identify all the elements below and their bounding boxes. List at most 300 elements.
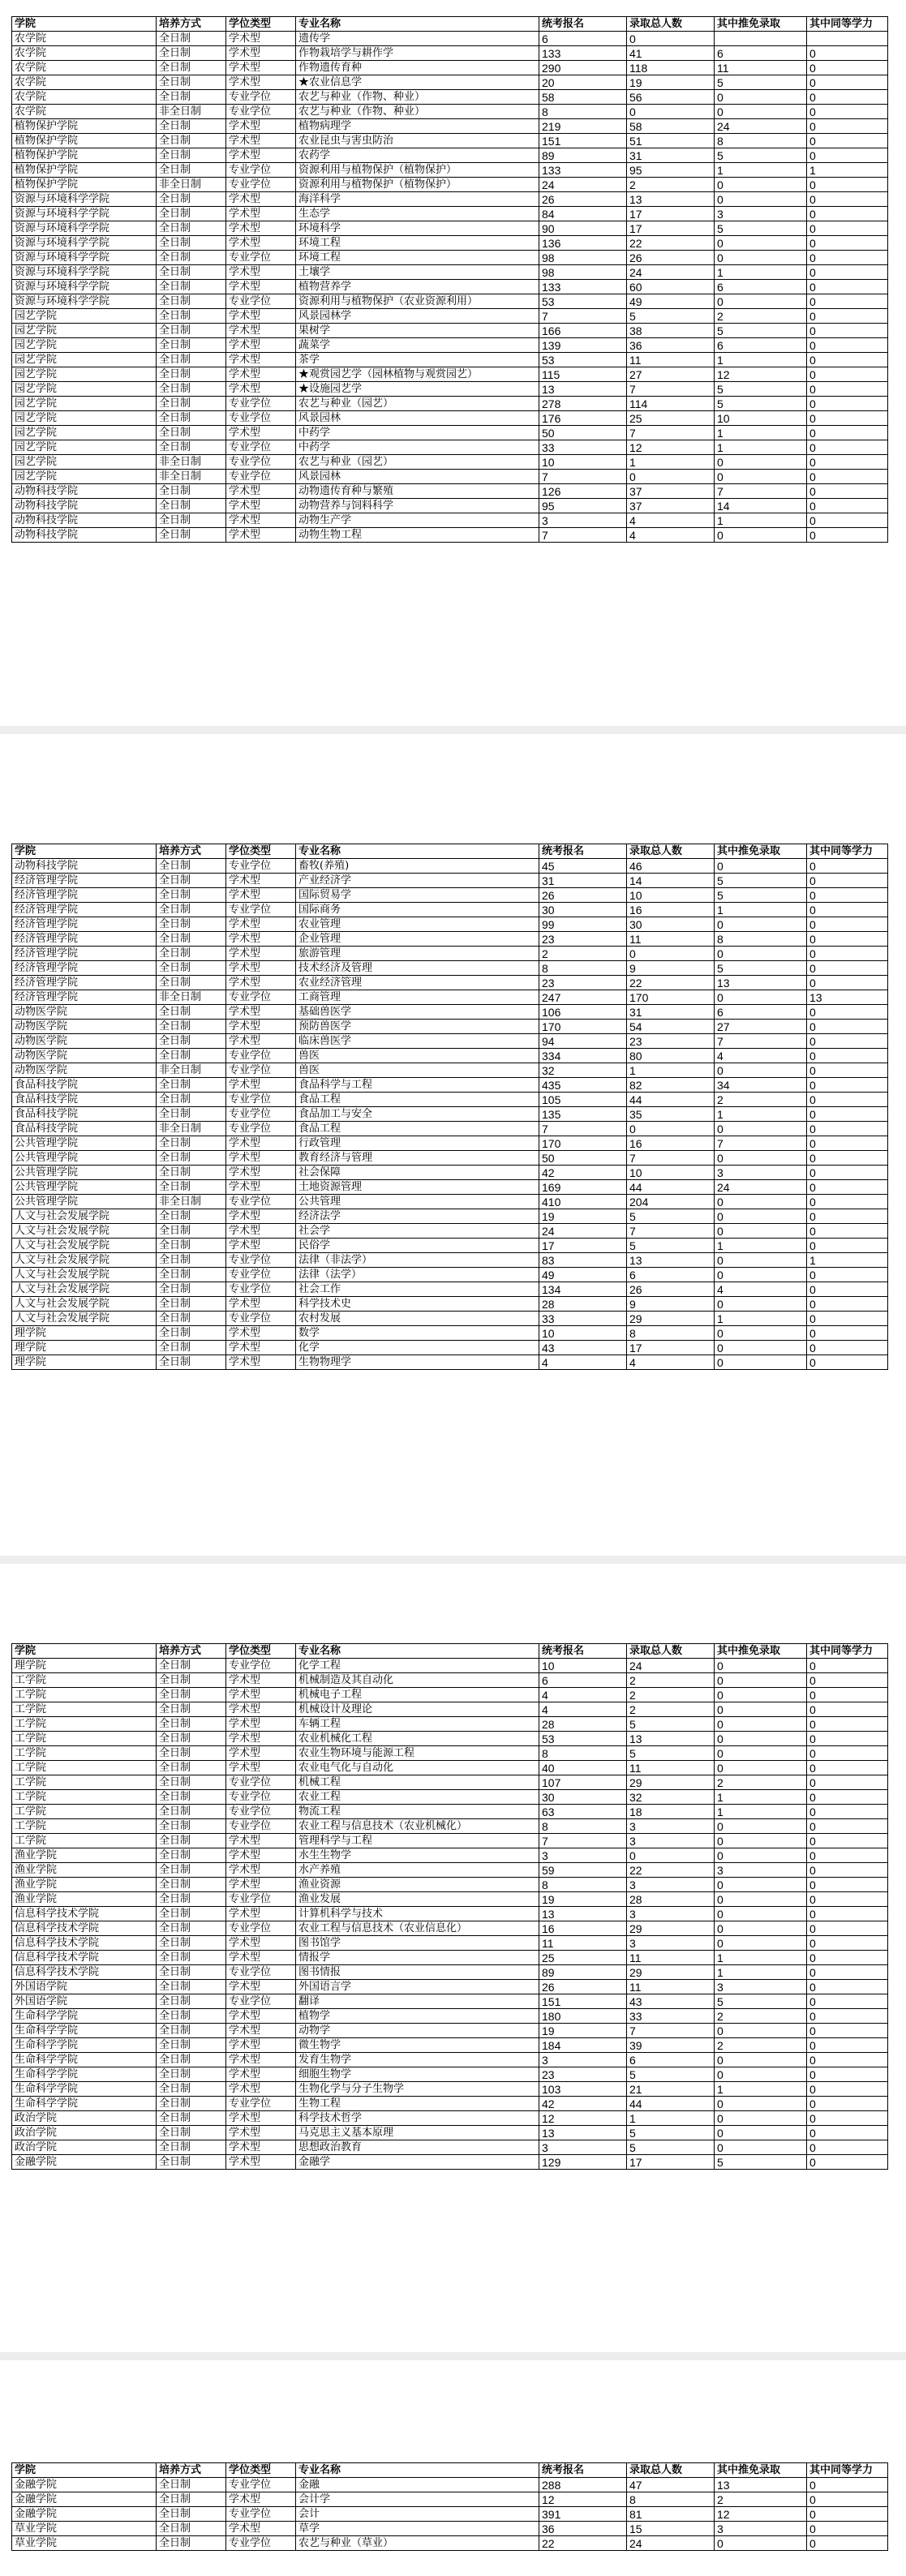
table-cell: 动物医学院: [12, 1020, 157, 1034]
table-cell: 0: [715, 294, 807, 309]
column-header: 学位类型: [226, 2463, 296, 2478]
table-cell: 0: [627, 1848, 715, 1863]
table-cell: 学术型: [226, 426, 296, 440]
table-cell: 全日制: [157, 1034, 226, 1049]
table-cell: 4: [627, 513, 715, 528]
table-cell: 0: [807, 440, 888, 455]
table-cell: 0: [627, 470, 715, 484]
column-header: 专业名称: [296, 2463, 539, 2478]
table-cell: 0: [807, 2111, 888, 2126]
table-cell: 全日制: [157, 1107, 226, 1122]
table-cell: 0: [715, 1673, 807, 1688]
table-cell: 生物化学与分子生物学: [296, 2082, 539, 2097]
table-cell: 1: [715, 1312, 807, 1326]
table-cell: 公共管理: [296, 1195, 539, 1209]
column-header: 学院: [12, 844, 157, 859]
table-cell: 全日制: [157, 2111, 226, 2126]
table-cell: 170: [539, 1136, 627, 1151]
column-header: 培养方式: [157, 1644, 226, 1659]
table-cell: 0: [715, 1702, 807, 1717]
table-row: [12, 1775, 888, 1790]
table-cell: 园艺学院: [12, 397, 157, 411]
table-cell: 288: [539, 2478, 627, 2492]
table-row: [12, 859, 888, 874]
table-cell: 细胞生物学: [296, 2067, 539, 2082]
table-cell: 学术型: [226, 148, 296, 163]
table-cell: 1: [715, 903, 807, 917]
table-cell: 学术型: [226, 1180, 296, 1195]
table-cell: 机械设计及理论: [296, 1702, 539, 1717]
table-cell: 渔业学院: [12, 1892, 157, 1907]
table-row: [12, 61, 888, 75]
table-row: [12, 1341, 888, 1355]
table-row: [12, 888, 888, 903]
table-cell: 专业学位: [226, 1994, 296, 2009]
table-cell: 0: [715, 192, 807, 207]
table-cell: 1: [715, 1239, 807, 1253]
table-cell: 全日制: [157, 2126, 226, 2140]
table-cell: 0: [715, 1892, 807, 1907]
table-cell: 科学技术哲学: [296, 2111, 539, 2126]
table-cell: 0: [715, 1195, 807, 1209]
column-header: 学位类型: [226, 17, 296, 32]
table-cell: 全日制: [157, 1049, 226, 1063]
table-cell: 专业学位: [226, 1790, 296, 1805]
table-header-row: [12, 1644, 888, 1659]
table-cell: 金融学院: [12, 2507, 157, 2522]
table-cell: 0: [715, 178, 807, 192]
table-cell: 0: [807, 119, 888, 134]
column-header: 专业名称: [296, 844, 539, 859]
table-cell: 13: [715, 2478, 807, 2492]
table-cell: 渔业发展: [296, 1892, 539, 1907]
table-cell: 0: [807, 397, 888, 411]
table-cell: 专业学位: [226, 90, 296, 105]
table-cell: 环境科学: [296, 221, 539, 236]
table-cell: 全日制: [157, 221, 226, 236]
table-cell: 农艺与种业（作物、种业）: [296, 105, 539, 119]
table-row: [12, 1180, 888, 1195]
table-cell: 专业学位: [226, 990, 296, 1005]
table-row: [12, 1936, 888, 1951]
table-cell: 7: [627, 1151, 715, 1166]
table-cell: 35: [627, 1107, 715, 1122]
column-header: 其中推免录取: [715, 2463, 807, 2478]
page-separator: [0, 726, 906, 734]
table-cell: 0: [715, 1761, 807, 1775]
table-cell: 资源利用与植物保护（植物保护）: [296, 178, 539, 192]
table-cell: 专业学位: [226, 1063, 296, 1078]
table-cell: 26: [539, 192, 627, 207]
table-row: [12, 148, 888, 163]
table-cell: 5: [715, 148, 807, 163]
table-cell: 全日制: [157, 1921, 226, 1936]
table-cell: 6: [715, 338, 807, 353]
table-cell: 31: [627, 148, 715, 163]
table-cell: 0: [807, 1107, 888, 1122]
table-cell: 金融学院: [12, 2155, 157, 2170]
page-separator: [0, 2352, 906, 2360]
table-cell: 园艺学院: [12, 470, 157, 484]
table-cell: 工学院: [12, 1732, 157, 1746]
table-cell: 10: [539, 1326, 627, 1341]
table-cell: 农艺与种业（作物、种业）: [296, 90, 539, 105]
table-row: [12, 1659, 888, 1673]
table-cell: 0: [715, 455, 807, 470]
table-row: [12, 163, 888, 178]
table-cell: 全日制: [157, 1994, 226, 2009]
table-cell: 19: [539, 1209, 627, 1224]
table-cell: 专业学位: [226, 251, 296, 265]
table-cell: 23: [539, 976, 627, 990]
table-cell: 60: [627, 280, 715, 294]
table-cell: 0: [807, 353, 888, 367]
table-cell: 专业学位: [226, 1195, 296, 1209]
table-cell: 全日制: [157, 90, 226, 105]
table-row: [12, 90, 888, 105]
table-cell: 0: [807, 1312, 888, 1326]
column-header: 统考报名: [539, 17, 627, 32]
table-cell: 135: [539, 1107, 627, 1122]
table-cell: 专业学位: [226, 163, 296, 178]
table-cell: 0: [715, 1326, 807, 1341]
table-cell: 生命科学学院: [12, 2053, 157, 2067]
table-cell: 0: [627, 105, 715, 119]
table-cell: 工学院: [12, 1775, 157, 1790]
table-cell: 95: [627, 163, 715, 178]
table-cell: 43: [627, 1994, 715, 2009]
table-cell: 畜牧(养殖): [296, 859, 539, 874]
table-cell: 学术型: [226, 207, 296, 221]
table-cell: 133: [539, 163, 627, 178]
table-cell: 4: [539, 1702, 627, 1717]
table-cell: 7: [715, 484, 807, 499]
table-cell: 人文与社会发展学院: [12, 1312, 157, 1326]
table-cell: 5: [627, 2067, 715, 2082]
table-row: [12, 990, 888, 1005]
table-cell: 全日制: [157, 251, 226, 265]
table-cell: 0: [715, 1878, 807, 1892]
table-cell: 2: [627, 1673, 715, 1688]
table-cell: 园艺学院: [12, 440, 157, 455]
table-row: [12, 917, 888, 932]
table-cell: 全日制: [157, 2140, 226, 2155]
table-cell: 全日制: [157, 2478, 226, 2492]
table-cell: 农学院: [12, 105, 157, 119]
table-cell: 渔业资源: [296, 1878, 539, 1892]
table-cell: 生物工程: [296, 2097, 539, 2111]
table-cell: 8: [539, 1819, 627, 1834]
table-cell: 机械制造及其自动化: [296, 1673, 539, 1688]
table-cell: 0: [715, 1297, 807, 1312]
table-cell: 6: [715, 1005, 807, 1020]
column-header: 培养方式: [157, 2463, 226, 2478]
table-cell: 全日制: [157, 888, 226, 903]
table-row: [12, 2053, 888, 2067]
table-cell: 全日制: [157, 903, 226, 917]
table-cell: 全日制: [157, 1253, 226, 1268]
table-cell: 435: [539, 1078, 627, 1093]
table-cell: 50: [539, 426, 627, 440]
table-cell: 学术型: [226, 75, 296, 90]
table-cell: 25: [627, 411, 715, 426]
table-cell: 176: [539, 411, 627, 426]
table-cell: 26: [627, 1282, 715, 1297]
table-row: [12, 1994, 888, 2009]
table-cell: 114: [627, 397, 715, 411]
table-row: [12, 1297, 888, 1312]
table-cell: 蔬菜学: [296, 338, 539, 353]
table-cell: 全日制: [157, 1180, 226, 1195]
table-cell: 经济管理学院: [12, 976, 157, 990]
table-cell: 1: [627, 2111, 715, 2126]
table-cell: 动物科技学院: [12, 499, 157, 513]
table-cell: 全日制: [157, 1834, 226, 1848]
table-cell: 专业学位: [226, 2507, 296, 2522]
table-row: [12, 294, 888, 309]
table-cell: 环境工程: [296, 251, 539, 265]
table-cell: 0: [807, 1717, 888, 1732]
table-row: [12, 2126, 888, 2140]
table-cell: 0: [715, 1063, 807, 1078]
table-row: [12, 1268, 888, 1282]
table-cell: 7: [539, 309, 627, 324]
table-cell: 非全日制: [157, 1063, 226, 1078]
table-cell: 0: [715, 1224, 807, 1239]
table-page-4: [11, 2462, 887, 2551]
table-cell: 0: [807, 2140, 888, 2155]
table-cell: 5: [715, 324, 807, 338]
table-row: [12, 32, 888, 46]
table-cell: 全日制: [157, 917, 226, 932]
table-cell: 全日制: [157, 207, 226, 221]
table-cell: 学术型: [226, 1005, 296, 1020]
table-cell: 0: [807, 148, 888, 163]
table-row: [12, 499, 888, 513]
table-cell: 0: [715, 2536, 807, 2551]
table-row: [12, 1063, 888, 1078]
table-cell: 技术经济及管理: [296, 961, 539, 976]
table-row: [12, 1107, 888, 1122]
table-cell: 0: [807, 1921, 888, 1936]
table-cell: 24: [539, 1224, 627, 1239]
table-cell: 1: [715, 353, 807, 367]
table-cell: 44: [627, 2097, 715, 2111]
table-cell: 学术型: [226, 1717, 296, 1732]
table-cell: 学术型: [226, 1224, 296, 1239]
table-cell: 工学院: [12, 1688, 157, 1702]
table-cell: 专业学位: [226, 440, 296, 455]
table-cell: 风景园林学: [296, 309, 539, 324]
table-cell: 全日制: [157, 367, 226, 382]
table-cell: 资源利用与植物保护（农业资源利用）: [296, 294, 539, 309]
column-header: 学院: [12, 17, 157, 32]
table-row: [12, 1834, 888, 1848]
table-cell: 0: [627, 1122, 715, 1136]
table-cell: 13: [807, 990, 888, 1005]
table-cell: 学术型: [226, 947, 296, 961]
table-cell: 118: [627, 61, 715, 75]
table-cell: 1: [627, 455, 715, 470]
table-cell: 0: [807, 1180, 888, 1195]
table-cell: 植物保护学院: [12, 119, 157, 134]
table-cell: 15: [627, 2522, 715, 2536]
table-cell: 0: [807, 917, 888, 932]
table-cell: 社会学: [296, 1224, 539, 1239]
table-cell: 资源与环境科学学院: [12, 207, 157, 221]
table-cell: 10: [627, 1166, 715, 1180]
table-cell: 38: [627, 324, 715, 338]
table-cell: 植物保护学院: [12, 148, 157, 163]
table-cell: 生命科学学院: [12, 2024, 157, 2038]
table-row: [12, 1166, 888, 1180]
table-cell: 27: [627, 367, 715, 382]
table-cell: 410: [539, 1195, 627, 1209]
table-cell: 学术型: [226, 1878, 296, 1892]
table-row: [12, 2522, 888, 2536]
table-cell: 43: [539, 1341, 627, 1355]
table-cell: 0: [807, 1819, 888, 1834]
table-row: [12, 932, 888, 947]
table-cell: 24: [627, 1659, 715, 1673]
table-cell: 全日制: [157, 1965, 226, 1980]
table-row: [12, 1951, 888, 1965]
table-cell: 专业学位: [226, 1775, 296, 1790]
table-cell: 11: [627, 932, 715, 947]
table-row: [12, 1282, 888, 1297]
table-cell: 3: [627, 1819, 715, 1834]
table-cell: 0: [807, 2478, 888, 2492]
table-cell: 资源与环境科学学院: [12, 221, 157, 236]
table-cell: 26: [627, 251, 715, 265]
table-cell: 农艺与种业（园艺）: [296, 397, 539, 411]
table-cell: 0: [807, 2492, 888, 2507]
table-cell: 166: [539, 324, 627, 338]
table-row: [12, 1312, 888, 1326]
table-cell: 全日制: [157, 1936, 226, 1951]
table-cell: 26: [539, 888, 627, 903]
table-cell: 0: [715, 990, 807, 1005]
table-cell: 1: [807, 1253, 888, 1268]
table-cell: 全日制: [157, 1863, 226, 1878]
table-cell: 全日制: [157, 2067, 226, 2082]
table-cell: 0: [807, 1805, 888, 1819]
table-cell: 园艺学院: [12, 353, 157, 367]
table-cell: 植物保护学院: [12, 178, 157, 192]
table-cell: 科学技术史: [296, 1297, 539, 1312]
table-cell: 全日制: [157, 1790, 226, 1805]
table-cell: 83: [539, 1253, 627, 1268]
table-cell: 风景园林: [296, 411, 539, 426]
table-cell: 全日制: [157, 1209, 226, 1224]
table-cell: 专业学位: [226, 1965, 296, 1980]
table-cell: 0: [807, 1136, 888, 1151]
table-cell: 0: [715, 1907, 807, 1921]
table-cell: 学术型: [226, 1020, 296, 1034]
table-cell: 8: [627, 2492, 715, 2507]
table-cell: 4: [627, 528, 715, 543]
table-cell: 8: [539, 1746, 627, 1761]
column-header: 学院: [12, 2463, 157, 2478]
table-cell: 全日制: [157, 1805, 226, 1819]
table-cell: 8: [715, 134, 807, 148]
table-cell: 专业学位: [226, 1268, 296, 1282]
table-cell: 133: [539, 280, 627, 294]
table-cell: 非全日制: [157, 990, 226, 1005]
table-cell: 22: [627, 236, 715, 251]
table-cell: 专业学位: [226, 1892, 296, 1907]
table-cell: 全日制: [157, 2082, 226, 2097]
table-cell: 学术型: [226, 2038, 296, 2053]
table-row: [12, 2097, 888, 2111]
table-cell: 1: [715, 1951, 807, 1965]
table-cell: 0: [807, 888, 888, 903]
column-header: 录取总人数: [627, 2463, 715, 2478]
table-row: [12, 903, 888, 917]
table-cell: 全日制: [157, 2155, 226, 2170]
table-cell: 全日制: [157, 484, 226, 499]
table-cell: 29: [627, 1965, 715, 1980]
table-cell: 37: [627, 499, 715, 513]
table-cell: 园艺学院: [12, 382, 157, 397]
table-cell: 11: [627, 353, 715, 367]
table-cell: 全日制: [157, 426, 226, 440]
table-cell: 81: [627, 2507, 715, 2522]
table-cell: 12: [715, 367, 807, 382]
table-cell: 专业学位: [226, 1659, 296, 1673]
table-cell: 农学院: [12, 90, 157, 105]
table-cell: 工学院: [12, 1746, 157, 1761]
table-cell: 非全日制: [157, 178, 226, 192]
table-row: [12, 1848, 888, 1863]
table-cell: 0: [807, 1282, 888, 1297]
table-cell: 0: [807, 382, 888, 397]
table-row: [12, 1892, 888, 1907]
table-cell: 247: [539, 990, 627, 1005]
table-row: [12, 236, 888, 251]
table-cell: 3: [627, 1936, 715, 1951]
table-cell: 19: [627, 75, 715, 90]
table-cell: 40: [539, 1761, 627, 1775]
table-cell: 0: [807, 2536, 888, 2551]
table-cell: 29: [627, 1312, 715, 1326]
table-cell: 0: [715, 1834, 807, 1848]
table-row: [12, 976, 888, 990]
table-cell: 42: [539, 2097, 627, 2111]
table-cell: 学术型: [226, 2024, 296, 2038]
table-cell: 专业学位: [226, 2536, 296, 2551]
table-row: [12, 280, 888, 294]
table-cell: 土地资源管理: [296, 1180, 539, 1195]
table-cell: 经济管理学院: [12, 888, 157, 903]
table-cell: 49: [539, 1268, 627, 1282]
table-cell: 58: [539, 90, 627, 105]
table-cell: 13: [627, 192, 715, 207]
table-header-row: [12, 844, 888, 859]
table-cell: 农村发展: [296, 1312, 539, 1326]
table-cell: 4: [715, 1049, 807, 1063]
table-cell: 全日制: [157, 353, 226, 367]
table-cell: 0: [715, 1936, 807, 1951]
table-cell: 学术型: [226, 1297, 296, 1312]
table-row: [12, 134, 888, 148]
table-cell: 机械工程: [296, 1775, 539, 1790]
table-cell: 1: [715, 1805, 807, 1819]
table-cell: 5: [627, 1209, 715, 1224]
table-cell: 动物医学院: [12, 1034, 157, 1049]
table-cell: 5: [715, 961, 807, 976]
table-cell: 391: [539, 2507, 627, 2522]
